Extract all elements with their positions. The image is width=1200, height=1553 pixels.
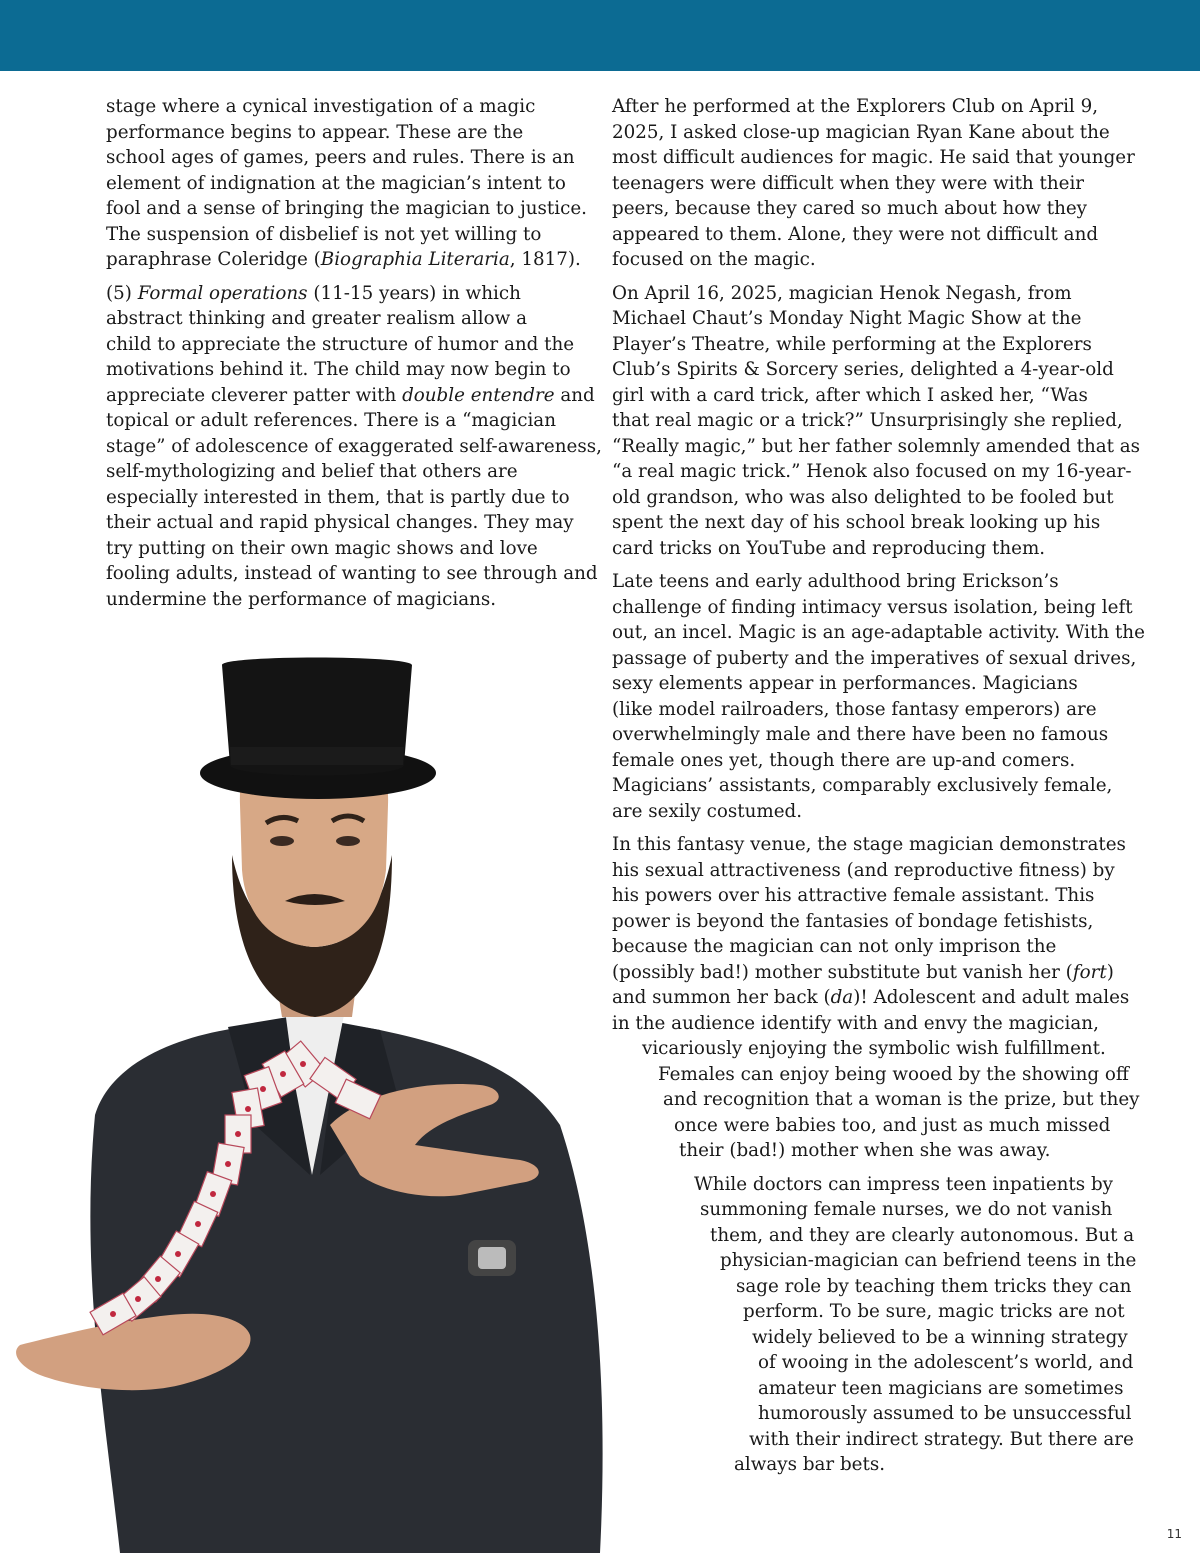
text-span: most difficult audiences for magic. He said that younger — [612, 147, 1135, 168]
text-span: (11-15 years) in which — [307, 282, 521, 304]
text-span: of wooing in the adolescent’s world, and — [758, 1352, 1134, 1373]
text-line — [106, 145, 592, 171]
text-line — [106, 332, 592, 358]
text-span: peers, because they cared so much about how they — [612, 198, 1087, 219]
text-line — [106, 587, 592, 613]
text-span: appeared to them. Alone, they were not difficult and — [612, 223, 1099, 245]
text-line — [612, 459, 1132, 485]
italic-span: double entendre — [402, 384, 555, 406]
italic-span: fort — [1072, 961, 1107, 983]
text-line — [612, 171, 1132, 197]
text-line — [612, 383, 1132, 409]
text-line — [106, 281, 592, 307]
text-line — [612, 536, 1132, 562]
text-span: The suspension of disbelief is not yet willing to — [106, 223, 542, 245]
text-span: challenge of finding intimacy versus isolation, being left — [612, 596, 1133, 618]
text-span: in the audience identify with and envy the magician, — [612, 1012, 1099, 1034]
text-span: school ages of games, peers and rules. There is an — [106, 147, 575, 168]
text-span: spent the next day of his school break looking up his — [612, 512, 1101, 533]
text-span: On April 16, 2025, magician Henok Negash, from — [612, 282, 1072, 304]
italic-span: da — [830, 987, 854, 1008]
text-line — [106, 383, 595, 409]
text-span: “Really magic,” but her father solemnly amended that as — [612, 435, 1141, 457]
text-span: In this fantasy venue, the stage magician demonstrates — [612, 834, 1126, 855]
text-span: (5) — [106, 282, 138, 304]
text-span: While doctors can impress teen inpatients by — [694, 1173, 1114, 1195]
text-line — [106, 434, 602, 460]
text-span: perform. To be sure, magic tricks are not — [743, 1301, 1125, 1322]
text-span: )! Adolescent and adult males — [853, 987, 1130, 1008]
text-span: and — [554, 384, 595, 406]
text-span: that real magic or a trick?” Unsurprisingly she replied, — [612, 410, 1123, 431]
text-span: passage of puberty and the imperatives of sexual drives, — [612, 647, 1137, 669]
text-span: , 1817). — [509, 249, 581, 270]
text-line — [612, 222, 1132, 248]
text-span: self-mythologizing and belief that others are — [106, 461, 518, 482]
text-span: especially interested in them, that is partly due to — [106, 486, 570, 508]
text-span: Late teens and early adulthood bring Erickson’s — [612, 571, 1059, 592]
text-span: Club’s Spirits & Sorcery series, delighted a 4-year-old — [612, 359, 1114, 380]
text-span: paraphrase Coleridge ( — [106, 249, 321, 270]
text-line — [106, 510, 592, 536]
text-span: child to appreciate the structure of humor and the — [106, 333, 575, 355]
left-column — [106, 94, 602, 620]
text-line — [612, 120, 1132, 146]
text-span: his sexual attractiveness (and reproductive fitness) by — [612, 859, 1115, 881]
text-span: stage” of adolescence of exaggerated self-awareness, — [106, 435, 602, 457]
text-line — [612, 306, 1132, 332]
text-span: element of indignation at the magician’s intent to — [106, 172, 566, 194]
text-line — [612, 620, 1145, 646]
italic-span: Formal operations — [137, 282, 308, 304]
paragraph — [612, 94, 1135, 273]
paragraph — [106, 94, 592, 273]
text-line — [106, 561, 598, 587]
text-span: are sexily costumed. — [612, 800, 803, 822]
text-span: and summon her back ( — [612, 987, 831, 1008]
text-line — [106, 485, 592, 511]
text-line — [612, 434, 1141, 460]
text-line — [612, 357, 1132, 383]
text-line — [612, 247, 1132, 273]
header-band — [0, 0, 1200, 71]
text-span: humorously assumed to be unsuccessful — [758, 1403, 1132, 1424]
text-line — [612, 485, 1132, 511]
text-line — [612, 510, 1132, 536]
text-span: After he performed at the Explorers Club on April 9, — [612, 96, 1099, 117]
text-span: (like model railroaders, those fantasy emperors) are — [612, 698, 1097, 720]
paragraph — [106, 281, 602, 613]
text-line — [106, 94, 592, 120]
text-span: stage where a cynical investigation of a magic — [106, 96, 536, 117]
paragraph — [612, 281, 1141, 562]
text-span: fooling adults, instead of wanting to see through and — [106, 563, 598, 584]
text-span: Females can enjoy being wooed by the showing off — [658, 1063, 1129, 1085]
text-span: appreciate cleverer patter with — [106, 384, 403, 406]
text-span: undermine the performance of magicians. — [106, 588, 497, 610]
text-line — [612, 281, 1132, 307]
text-span: female ones yet, though there are up-and comers. — [612, 749, 1076, 771]
text-span: amateur teen magicians are sometimes — [758, 1377, 1124, 1399]
text-span: card tricks on YouTube and reproducing them. — [612, 537, 1046, 559]
text-span: their (bad!) mother when she was away. — [679, 1140, 1051, 1161]
text-line — [106, 408, 592, 434]
text-line — [612, 569, 1132, 595]
text-span: and recognition that a woman is the prize, but they — [663, 1089, 1140, 1110]
text-span: performance begins to appear. These are the — [106, 121, 524, 143]
text-span: motivations behind it. The child may now begin to — [106, 359, 571, 380]
text-line — [612, 408, 1132, 434]
text-span: abstract thinking and greater realism allow a — [106, 308, 528, 329]
text-span: their actual and rapid physical changes. They may — [106, 512, 574, 533]
italic-span: Biographia Literaria — [320, 249, 510, 270]
text-span: fool and a sense of bringing the magician to justice. — [106, 198, 587, 219]
text-span: ) — [1106, 961, 1114, 983]
text-span: 2025, I asked close-up magician Ryan Kane about the — [612, 121, 1110, 143]
text-span: girl with a card trick, after which I asked her, “Was — [612, 384, 1088, 406]
text-span: always bar bets. — [734, 1454, 886, 1475]
text-span: with their indirect strategy. But there are — [749, 1428, 1134, 1450]
text-span: overwhelmingly male and there have been no famous — [612, 724, 1109, 745]
text-line — [612, 94, 1132, 120]
text-span: “a real magic trick.” Henok also focused on my 16-year- — [612, 461, 1132, 482]
text-span: sexy elements appear in performances. Magicians — [612, 673, 1078, 694]
text-line — [612, 595, 1132, 621]
text-span: teenagers were difficult when they were with their — [612, 172, 1085, 194]
text-line — [106, 120, 592, 146]
text-line — [612, 332, 1132, 358]
text-span: Player’s Theatre, while performing at the Explorers — [612, 333, 1092, 355]
text-line — [106, 306, 592, 332]
magician-photo — [0, 655, 760, 1553]
text-span: summoning female nurses, we do not vanish — [700, 1199, 1113, 1220]
text-line — [106, 459, 592, 485]
text-span: topical or adult references. There is a “magician — [106, 410, 556, 431]
text-span: physician-magician can befriend teens in the — [720, 1250, 1137, 1271]
text-span: Magicians’ assistants, comparably exclusively female, — [612, 775, 1113, 796]
text-span: widely believed to be a winning strategy — [752, 1326, 1128, 1348]
text-span: because the magician can not only imprison the — [612, 936, 1057, 957]
text-line — [106, 536, 592, 562]
text-span: his powers over his attractive female assistant. This — [612, 885, 1095, 906]
text-span: focused on the magic. — [612, 249, 816, 270]
text-span: (possibly bad!) mother substitute but vanish her ( — [612, 961, 1073, 983]
text-span: vicariously enjoying the symbolic wish fulfillment. — [642, 1038, 1106, 1059]
text-span: try putting on their own magic shows and love — [106, 537, 538, 559]
text-line — [106, 247, 592, 273]
page-number: 11 — [1166, 1527, 1182, 1541]
text-span: out, an incel. Magic is an age-adaptable activity. With the — [612, 622, 1145, 643]
text-span: sage role by teaching them tricks they can — [736, 1275, 1132, 1297]
text-line — [106, 171, 592, 197]
text-span: once were babies too, and just as much missed — [674, 1114, 1111, 1136]
text-span: them, and they are clearly autonomous. But a — [710, 1224, 1135, 1246]
text-span: Michael Chaut’s Monday Night Magic Show at the — [612, 308, 1082, 329]
text-line — [612, 145, 1135, 171]
text-span: old grandson, who was also delighted to be fooled but — [612, 486, 1114, 508]
text-line — [106, 222, 592, 248]
text-line — [106, 357, 592, 383]
text-line — [106, 196, 592, 222]
text-span: power is beyond the fantasies of bondage fetishists, — [612, 910, 1094, 932]
text-line — [612, 196, 1132, 222]
